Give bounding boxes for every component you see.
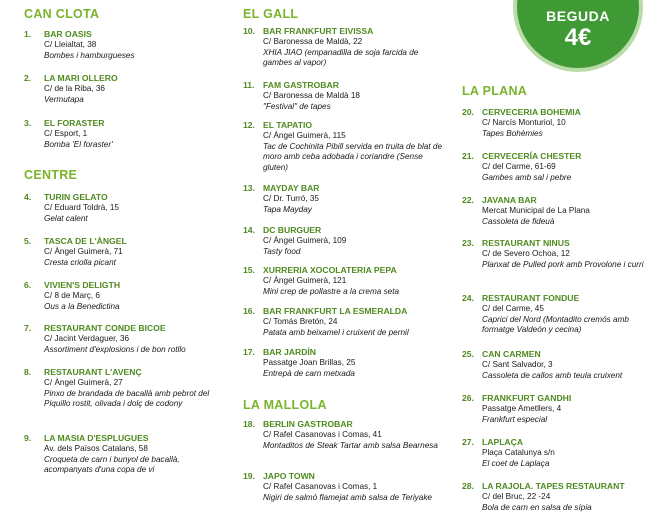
list-item: [462, 151, 653, 183]
section-title-el-gall: EL GALL: [243, 7, 299, 21]
list-item: [462, 393, 653, 425]
item-description: Entrepà de carn metxada: [263, 368, 355, 378]
list-item: [243, 80, 448, 112]
item-number: 11.: [243, 80, 255, 90]
item-address: C/ Rafel Casanovas i Comas, 1: [263, 482, 378, 491]
item-description: XHIA JIAO (empanadilla de soja farcida de gambes al vapor): [263, 47, 419, 67]
list-item: [462, 437, 653, 469]
list-item: [24, 433, 229, 476]
section-title-can-clota: CAN CLOTA: [24, 7, 100, 21]
item-description: Bombes i hamburgueses: [44, 50, 135, 60]
list-item: [243, 26, 448, 69]
list-item: [24, 192, 229, 224]
item-name: MAYDAY BAR: [263, 183, 320, 193]
badge-label: BEGUDA: [546, 8, 610, 24]
item-address: Plaça Catalunya s/n: [482, 448, 555, 457]
item-address: C/ Rafel Casanovas i Comas, 41: [263, 430, 382, 439]
item-name: TASCA DE L'ÀNGEL: [44, 236, 127, 246]
item-address: C/ 8 de Març, 6: [44, 291, 100, 300]
list-item: [24, 236, 229, 268]
item-address: C/ del Carme, 45: [482, 304, 544, 313]
item-number: 12.: [243, 120, 255, 130]
item-description: Vermutapa: [44, 94, 84, 104]
item-address: Mercat Municipal de La Plana: [482, 206, 590, 215]
item-description: Croqueta de carn i bunyol de bacallà, acompanyats d'una copa de vi: [44, 454, 180, 474]
list-item: [243, 306, 448, 338]
item-number: 1.: [24, 29, 32, 39]
item-number: 2.: [24, 73, 32, 83]
list-item: [24, 280, 229, 312]
item-description: Pinxo de brandada de bacallà amb pebrot del Piquillo rostit, olivada i dolç de codony: [44, 388, 210, 408]
item-name: LA MASIA D'ESPLUGUES: [44, 433, 149, 443]
item-address: C/ del Carme, 61-69: [482, 162, 556, 171]
list-item: [462, 349, 653, 381]
item-name: BERLIN GASTROBAR: [263, 419, 353, 429]
list-item: [243, 419, 448, 451]
item-description: Ous a la Benedictina: [44, 301, 120, 311]
item-address: C/ Narcís Monturiol, 10: [482, 118, 566, 127]
item-number: 3.: [24, 118, 32, 128]
item-name: JAPO TOWN: [263, 471, 315, 481]
item-name: EL TAPATIO: [263, 120, 313, 130]
item-number: 27.: [462, 437, 474, 447]
item-name: BAR FRANKFURT EIVISSA: [263, 26, 374, 36]
item-name: XURRERIA XOCOLATERIA PEPA: [263, 265, 397, 275]
list-item: [462, 238, 653, 270]
item-name: EL FORASTER: [44, 118, 105, 128]
item-number: 28.: [462, 481, 474, 491]
list-item: [462, 293, 653, 336]
section-title-centre: CENTRE: [24, 168, 78, 182]
item-address: C/ Esport, 1: [44, 129, 88, 138]
list-item: [243, 471, 448, 503]
item-address: C/ Tomás Bretón, 24: [263, 317, 338, 326]
item-number: 9.: [24, 433, 32, 443]
item-description: Cassoleta de callos amb teula cruixent: [482, 370, 623, 380]
item-description: Bola de carn en salsa de sípia: [482, 502, 592, 512]
item-number: 5.: [24, 236, 32, 246]
item-description: Tapa Mayday: [263, 204, 312, 214]
list-item: [24, 323, 229, 355]
item-description: Gelat calent: [44, 213, 88, 223]
item-address: C/ de Severo Ochoa, 12: [482, 249, 570, 258]
item-name: RESTAURANT FONDUE: [482, 293, 580, 303]
item-name: JAVANA BAR: [482, 195, 537, 205]
item-description: Tasty food: [263, 246, 301, 256]
list-item: [24, 367, 229, 410]
item-address: Passatge Ametllers, 4: [482, 404, 562, 413]
item-description: Patata amb beixamel i cruixent de pernil: [263, 327, 409, 337]
item-address: Av. dels Països Catalans, 58: [44, 444, 148, 453]
item-name: CAN CARMEN: [482, 349, 541, 359]
item-number: 15.: [243, 265, 255, 275]
item-name: DC BURGUER: [263, 225, 322, 235]
section-title-la-plana: LA PLANA: [462, 84, 528, 98]
item-name: LA RAJOLA. TAPES RESTAURANT: [482, 481, 625, 491]
item-address: C/ Baronessa de Maldà, 22: [263, 37, 363, 46]
item-address: C/ Àngel Guimerà, 71: [44, 247, 123, 256]
item-description: Nigiri de salmó flamejat amb salsa de Teriyake: [263, 492, 432, 502]
list-item: [24, 29, 229, 61]
item-number: 13.: [243, 183, 255, 193]
item-description: Montaditos de Steak Tartar amb salsa Bearnesa: [263, 440, 438, 450]
item-number: 10.: [243, 26, 255, 36]
list-item: [24, 118, 229, 150]
badge-price: 4€: [564, 24, 592, 51]
item-name: CERVECERÍA CHESTER: [482, 151, 582, 161]
item-number: 16.: [243, 306, 255, 316]
item-name: CERVECERIA BOHEMIA: [482, 107, 581, 117]
item-address: Passatge Joan Brillas, 25: [263, 358, 356, 367]
list-item: [462, 107, 653, 139]
item-number: 18.: [243, 419, 255, 429]
item-description: Mini crep de pollastre a la crema seta: [263, 286, 400, 296]
item-address: C/ Àngel Guimerà, 109: [263, 236, 347, 245]
list-item: [462, 195, 653, 227]
item-number: 14.: [243, 225, 255, 235]
item-address: C/ Jacint Verdaguer, 36: [44, 334, 130, 343]
item-name: VIVIEN'S DELIGTH: [44, 280, 121, 290]
list-item: [462, 481, 653, 513]
item-description: Cresta criolla picant: [44, 257, 116, 267]
item-name: RESTAURANT L'AVENÇ: [44, 367, 142, 377]
item-description: Gambes amb sal i pebre: [482, 172, 572, 182]
list-item: [24, 73, 229, 105]
item-number: 25.: [462, 349, 474, 359]
item-address: C/ Àngel Guimerà, 27: [44, 378, 123, 387]
item-number: 21.: [462, 151, 474, 161]
item-name: BAR FRANKFURT LA ESMERALDA: [263, 306, 408, 316]
item-address: C/ Sant Salvador, 3: [482, 360, 553, 369]
item-description: El coet de Laplaça: [482, 458, 550, 468]
item-name: RESTAURANT CONDE BICOE: [44, 323, 166, 333]
item-description: Tapes Bohèmies: [482, 128, 543, 138]
item-name: FRANKFURT GANDHI: [482, 393, 572, 403]
item-number: 4.: [24, 192, 32, 202]
item-description: "Festival" de tapes: [263, 101, 331, 111]
item-number: 8.: [24, 367, 32, 377]
item-number: 20.: [462, 107, 474, 117]
item-number: 19.: [243, 471, 255, 481]
list-item: [243, 265, 448, 297]
item-address: C/ del Bruc, 22 -24: [482, 492, 551, 501]
item-address: C/ Lleialtat, 38: [44, 40, 97, 49]
item-address: C/ de la Riba, 36: [44, 84, 105, 93]
item-number: 22.: [462, 195, 474, 205]
list-item: [243, 225, 448, 257]
list-item: [243, 183, 448, 215]
item-name: LA MARI OLLERO: [44, 73, 118, 83]
item-name: TURIN GELATO: [44, 192, 108, 202]
item-description: Bomba 'El foraster': [44, 139, 113, 149]
item-description: Frankfurt especial: [482, 414, 548, 424]
item-number: 23.: [462, 238, 474, 248]
item-name: BAR JARDÍN: [263, 347, 316, 357]
item-name: BAR OASIS: [44, 29, 92, 39]
list-item: [243, 347, 448, 379]
item-number: 24.: [462, 293, 474, 303]
item-address: C/ Eduard Toldrà, 15: [44, 203, 119, 212]
item-address: C/ Baronessa de Maldà 18: [263, 91, 360, 100]
item-description: Planxat de Pulled pork amb Provolone i curri: [482, 259, 644, 269]
item-number: 17.: [243, 347, 255, 357]
item-description: Assortiment d'explosions i de bon rotllo: [44, 344, 186, 354]
section-title-la-mallola: LA MALLOLA: [243, 398, 327, 412]
item-name: RESTAURANT NINUS: [482, 238, 570, 248]
list-item: [243, 120, 448, 173]
item-number: 6.: [24, 280, 32, 290]
item-address: C/ Dr. Turró, 35: [263, 194, 319, 203]
item-description: Caprici del Nord (Montadito cremós amb formatge Valdeón y cecina): [482, 314, 629, 334]
item-address: C/ Àngel Guimerà, 121: [263, 276, 347, 285]
item-name: FAM GASTROBAR: [263, 80, 339, 90]
item-address: C/ Àngel Guimerà, 115: [263, 131, 346, 140]
item-number: 26.: [462, 393, 474, 403]
beguda-price-badge: [513, 0, 643, 72]
item-description: Cassoleta de fideuà: [482, 216, 555, 226]
item-number: 7.: [24, 323, 32, 333]
item-name: LAPLAÇA: [482, 437, 524, 447]
item-description: Tac de Cochinita Pibill servida en truita de blat de moro amb ceba adobada i coriandre (Sense gluten): [263, 141, 443, 172]
